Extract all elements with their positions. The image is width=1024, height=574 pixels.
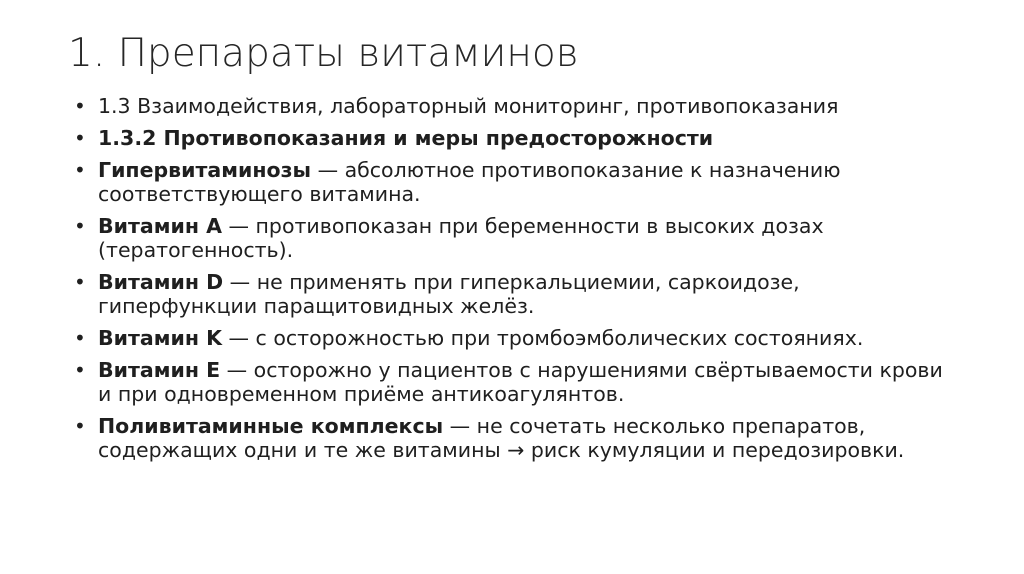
bullet-item: [72, 358, 952, 406]
bullet-bold-text: Витамин D: [98, 270, 224, 294]
bullet-item: [72, 326, 952, 350]
bullet-text: 1.3 Взаимодействия, лабораторный мониторинг, противопоказания: [98, 94, 839, 118]
bullet-item: [72, 94, 952, 118]
bullet-bold-text: 1.3.2 Противопоказания и меры предосторожности: [98, 126, 714, 150]
bullet-marker: •: [74, 94, 86, 118]
bullet-text: — не применять при гиперкальциемии, саркоидозе, гиперфункции паращитовидных желёз.: [98, 270, 800, 318]
bullet-text: — абсолютное противопоказание к назначению соответствующего витамина.: [98, 158, 841, 206]
bullet-marker: •: [74, 358, 86, 382]
bullet-text: — с осторожностью при тромбоэмболических состояниях.: [222, 326, 864, 350]
bullet-item: [72, 214, 952, 262]
bullet-item: [72, 270, 952, 318]
bullet-marker: •: [74, 270, 86, 294]
bullet-text: — осторожно у пациентов с нарушениями свёртываемости крови и при одновременном приёме антикоагулянтов.: [98, 358, 943, 406]
bullet-marker: •: [74, 414, 86, 438]
bullet-bold-text: Витамин A: [98, 214, 222, 238]
bullet-bold-text: Витамин K: [98, 326, 223, 350]
bullet-item: [72, 414, 952, 462]
bullet-marker: •: [74, 214, 86, 238]
bullet-text: — противопоказан при беременности в высоких дозах (тератогенность).: [98, 214, 824, 262]
bullet-marker: •: [74, 126, 86, 150]
bullet-item: [72, 126, 952, 150]
bullet-marker: •: [74, 326, 86, 350]
bullet-bold-text: Гипервитаминозы: [98, 158, 312, 182]
bullet-bold-text: Поливитаминные комплексы: [98, 414, 444, 438]
bullet-text: — не сочетать несколько препаратов, содержащих одни и те же витамины → риск кумуляции и передозировки.: [98, 414, 905, 462]
bullet-marker: •: [74, 158, 86, 182]
slide-title: 1. Препараты витаминов: [68, 31, 579, 76]
bullet-item: [72, 158, 952, 206]
bullet-bold-text: Витамин E: [98, 358, 221, 382]
bullet-list: [72, 94, 952, 470]
